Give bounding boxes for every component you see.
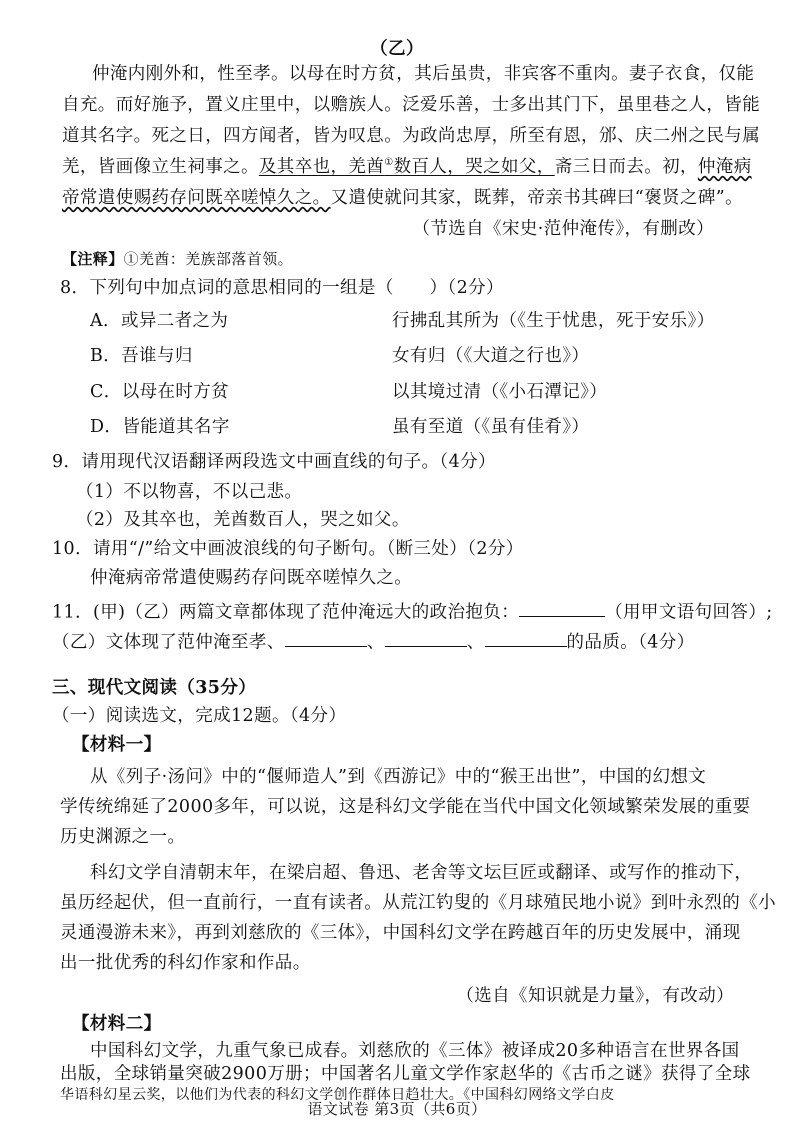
material-1-line: 历史渊源之一。 [60, 827, 186, 847]
section-3-heading: 三、现代文阅读（35分） [52, 678, 257, 698]
answer-blank[interactable] [485, 628, 567, 647]
annotation-label: 【注释】 [62, 250, 124, 268]
passage-heading: （乙） [370, 39, 424, 59]
passage-text: 斋三日而去。初， [554, 157, 698, 177]
passage-line-4 [62, 156, 794, 179]
question-11-line-2: （乙）文体现了范仲淹至孝、 、 、 的品质。（4分） [52, 628, 794, 654]
answer-blank[interactable] [285, 628, 367, 647]
wavy-underlined-sentence-start: 仲淹病 [697, 157, 752, 177]
question-9-stem: 9．请用现代汉语翻译两段选文中画直线的句子。（4分） [52, 452, 496, 472]
material-1-line: 从《列子·汤问》中的“偃师造人”到《西游记》中的“猴王出世”，中国的幻想文 [90, 767, 707, 787]
straight-underlined-sentence: 及其卒也，羌酋①数百人，哭之如父， [258, 157, 555, 177]
material-1-label: 【材料一】 [72, 735, 162, 755]
passage-line-2: 自充。而好施予，置义庄里中，以赡族人。泛爱乐善，士多出其门下，虽里巷之人，皆能 [62, 95, 761, 115]
material-1-line: 科幻文学自清朝末年，在梁启超、鲁迅、老舍等文坛巨匠或翻译、或写作的推动下， [90, 863, 753, 883]
answer-blank[interactable] [385, 628, 467, 647]
material-2-line: 出版，全球销量突破2900万册；中国著名儿童文学作家赵华的《古币之谜》获得了全球 [60, 1064, 751, 1084]
passage-line-5 [62, 187, 794, 210]
passage-text: 又遣使就问其家，既葬，帝亲书其碑曰“褒贤之碑”。 [330, 188, 743, 208]
q8-option-b: B．吾谁与归 女有归（《大道之行也》） [90, 346, 590, 366]
annotation [62, 250, 794, 270]
footnote-marker: ① [384, 157, 394, 169]
q8-option-a: A．或异二者之为 行拂乱其所为（《生于忧患，死于安乐》） [90, 311, 715, 331]
passage-source: （节选自《宋史·范仲淹传》，有删改） [412, 219, 714, 239]
q8-option-d: D．皆能道其名字 虽有至道（《虽有佳肴》） [90, 417, 590, 437]
passage-text: 羌，皆画像立生祠事之。 [62, 157, 259, 177]
material-2-label: 【材料二】 [72, 1014, 162, 1034]
annotation-text: ①羌酋：羌族部落首领。 [123, 250, 294, 268]
material-1-line: 灵通漫游未来》，再到刘慈欣的《三体》，中国科幻文学在跨越百年的历史发展中，涌现 [60, 923, 741, 943]
q8-option-c: C．以母在时方贫 以其境过清（《小石潭记》） [90, 382, 608, 402]
material-2-line: 中国科幻文学，九重气象已成春。刘慈欣的《三体》被译成20多种语言在世界各国 [90, 1041, 740, 1061]
material-1-source: （选自《知识就是力量》，有改动） [456, 986, 734, 1006]
answer-blank[interactable] [519, 598, 605, 617]
material-1-line: 学传统绵延了2000多年，可以说，这是科幻文学能在当代中国文化领域繁荣发展的重要 [60, 797, 751, 817]
question-8-stem: 8．下列句中加点词的意思相同的一组是（ ）（2分） [60, 278, 504, 298]
page-footer: 语文试卷 第3页（共6页） [307, 1100, 487, 1118]
passage-line-3: 道其名字。死之日，四方闻者，皆为叹息。为政尚忠厚，所至有恩，邠、庆二州之民与属 [62, 126, 761, 146]
section-3-subheading: （一）阅读选文，完成12题。（4分） [52, 706, 347, 726]
wavy-underlined-sentence: 帝常遣使赐药存问既卒嗟悼久之。 [62, 188, 331, 208]
q9-item-2: （2）及其卒也，羌酋数百人，哭之如父。 [76, 510, 410, 530]
material-1-line: 出一批优秀的科幻作家和作品。 [60, 953, 311, 973]
q9-item-1: （1）不以物喜，不以己悲。 [76, 482, 303, 502]
passage-line-1: 仲淹内刚外和，性至孝。以母在时方贫，其后虽贵，非宾客不重肉。妻子衣食，仅能 [92, 64, 755, 84]
question-10-stem: 10．请用“/”给文中画波浪线的句子断句。（断三处）（2分） [52, 539, 524, 559]
q10-sentence: 仲淹病帝常遣使赐药存问既卒嗟悼久之。 [90, 568, 413, 588]
question-11-line-1: 11．(甲)（乙）两篇文章都体现了范仲淹远大的政治抱负： （用甲文语句回答）; [52, 598, 794, 624]
material-2-line: 华语科幻星云奖，以他们为代表的科幻文学创作群体日趋壮大。《中国科幻网络文学白皮 [60, 1087, 615, 1103]
material-1-line: 虽历经起伏，但一直前行，一直有读者。从荒江钓叟的《月球殖民地小说》到叶永烈的《小 [60, 893, 776, 913]
